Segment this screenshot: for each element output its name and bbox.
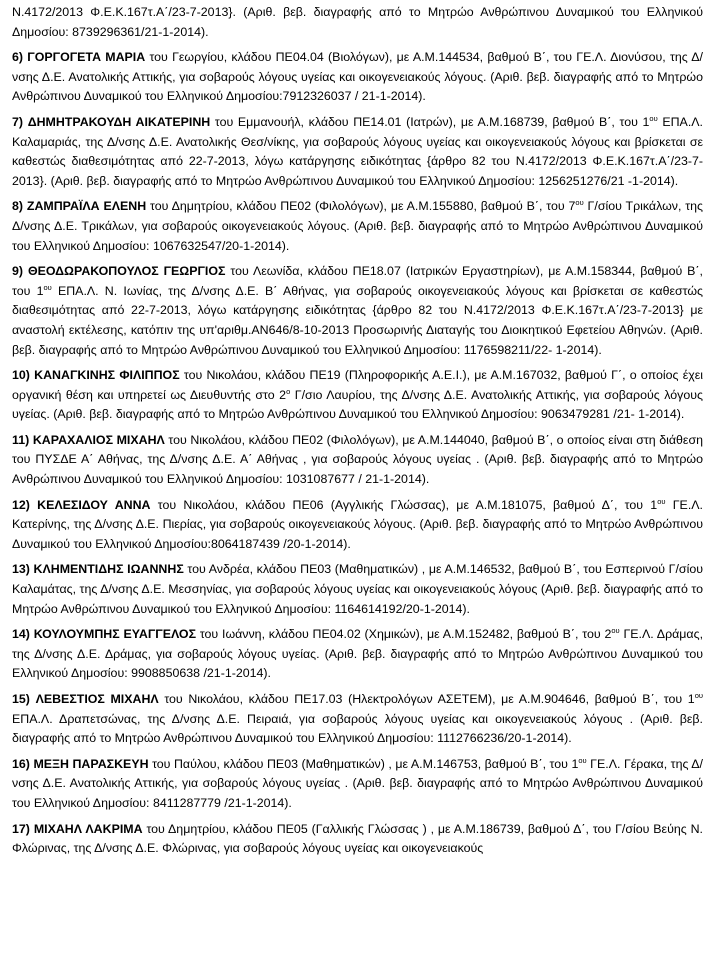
ordinal-suffix: ου bbox=[575, 198, 584, 208]
ordinal-suffix: ου bbox=[43, 282, 52, 292]
entry-paragraph bbox=[12, 496, 703, 555]
entry-text: ΓΕ.Λ. Δράμας, της Δ/νσης Δ.Ε. Δράμας, για σοβαρούς λόγους υγείας. (Αριθ. βεβ. διαγραφής από το Μητρώο Ανθρώπινου Δυναμικού του Ελληνικού Δημοσίου: 9908850638 /21-1-2014). bbox=[12, 627, 704, 681]
person-name: ΔΗΜΗΤΡΑΚΟΥΔΗ ΑΙΚΑΤΕΡΙΝΗ bbox=[27, 114, 211, 129]
entry-number: 16) bbox=[12, 756, 30, 771]
entries-list bbox=[12, 48, 703, 859]
entry-paragraph bbox=[12, 197, 703, 256]
entry-paragraph bbox=[12, 690, 703, 749]
entry-number: 17) bbox=[12, 821, 30, 836]
entry-text: του Νικολάου, κλάδου ΠΕ06 (Αγγλικής Γλώσσας), με Α.Μ.181075, βαθμού Δ΄, του 1 bbox=[150, 497, 658, 512]
entry-text: Γ/σιο Λαυρίου, της Δ/νσης Δ.Ε. Ανατολικής Αττικής, για σοβαρούς λόγους υγείας. (Αριθ. βεβ. διαγραφής από το Μητρώο Ανθρώπινου Δυναμικού του Ελληνικού Δημοσίου: 9063479281 /21- 1-2014). bbox=[12, 387, 703, 422]
person-name: ΘΕΟΔΩΡΑΚΟΠΟΥΛΟΣ ΓΕΩΡΓΙΟΣ bbox=[27, 264, 226, 279]
entry-text: ΓΕ.Λ. Γέρακα, της Δ/νσης Δ.Ε. Ανατολικής Αττικής, για σοβαρούς λόγους υγείας . (Αριθ. βεβ. διαγραφής από το Μητρώο Ανθρώπινου Δυναμικού του Ελληνικού Δημοσίου: 8411287779 /21-1-2014). bbox=[12, 756, 703, 810]
ordinal-suffix: ο bbox=[286, 386, 291, 396]
entry-number: 9) bbox=[12, 264, 24, 279]
entry-text: του Δημητρίου, κλάδου ΠΕ02 (Φιλολόγων), με Α.Μ.155880, βαθμού Β΄, του 7 bbox=[146, 199, 576, 214]
entry-paragraph bbox=[12, 262, 703, 360]
entry-text: Γ/σίου Τρικάλων, της Δ/νσης Δ.Ε. Τρικάλων, για σοβαρούς οικογενειακούς λόγους. (Αριθ. βεβ. διαγραφής από το Μητρώο Ανθρώπινου Δυναμικού του Ελληνικού Δημοσίου: 1067632547/20-1-2014). bbox=[12, 199, 704, 253]
entry-paragraph bbox=[12, 625, 703, 684]
entry-number: 10) bbox=[12, 368, 30, 383]
entry-text: του Νικολάου, κλάδου ΠΕ19 (Πληροφορικής Α.Ε.Ι.), με Α.Μ.167032, βαθμού Γ΄, ο οποίος έχει οργανική θέση και υπηρετεί ως Διευθυντής στο 2 bbox=[12, 368, 703, 402]
entry-text: του Νικολάου, κλάδου ΠΕ02 (Φιλολόγων), με Α.Μ.144040, βαθμού Β΄, ο οποίος είναι στη διάθεση του ΠΥΣΔΕ Α΄ Αθήνας, της Δ/νσης Δ.Ε. Α΄ Αθήνας , για σοβαρούς λόγους υγείας . (Αριθ. βεβ. διαγραφής από το Μητρώο Ανθρώπινου Δυναμικού του Ελληνικού Δημοσίου: 1031087677 / 21-1-2014). bbox=[12, 432, 703, 487]
ordinal-suffix: ου bbox=[611, 626, 620, 636]
entry-text: του Νικολάου, κλάδου ΠΕ17.03 (Ηλεκτρολόγων ΑΣΕΤΕΜ), με Α.Μ.904646, βαθμού Β΄, του 1 bbox=[158, 692, 695, 706]
person-name: ΜΙΧΑΗΛ ΛΑΚΡΙΜΑ bbox=[33, 821, 143, 836]
entry-paragraph bbox=[12, 366, 703, 425]
entry-paragraph bbox=[12, 48, 703, 107]
person-name: ΚΑΝΑΓΚΙΝΗΣ ΦΙΛΙΠΠΟΣ bbox=[34, 368, 180, 383]
entry-number: 14) bbox=[12, 627, 30, 642]
entry-text: του Λεωνίδα, κλάδου ΠΕ18.07 (Ιατρικών Εργαστηρίων), με Α.Μ.158344, βαθμού Β΄, του 1 bbox=[12, 264, 703, 298]
ordinal-suffix: ου bbox=[578, 755, 587, 765]
person-name: ΖΑΜΠΡΑΪΛΑ ΕΛΕΝΗ bbox=[26, 199, 147, 214]
person-name: ΛΕΒΕΣΤΙΟΣ ΜΙΧΑΗΛ bbox=[35, 692, 159, 706]
ordinal-suffix: ου bbox=[694, 690, 703, 700]
person-name: ΚΛΗΜΕΝΤΙΔΗΣ ΙΩΑΝΝΗΣ bbox=[33, 562, 184, 577]
entry-text: του Ιωάννη, κλάδου ΠΕ04.02 (Χημικών), με Α.Μ.152482, βαθμού Β΄, του 2 bbox=[196, 627, 612, 642]
entry-number: 8) bbox=[12, 199, 24, 214]
entry-number: 7) bbox=[12, 114, 24, 129]
entry-paragraph bbox=[12, 755, 703, 814]
entry-text: ΓΕ.Λ. Κατερίνης, της Δ/νσης Δ.Ε. Πιερίας, για σοβαρούς οικογενειακούς λόγους. (Αριθ. βεβ. διαγραφής από το Μητρώο Ανθρώπινου Δυναμικού του Ελληνικού Δημοσίου:8064187439 /20-1-2014). bbox=[12, 497, 703, 551]
entry-text: του Ανδρέα, κλάδου ΠΕ03 (Μαθηματικών) , με Α.Μ.146532, βαθμού Β΄, του Εσπερινού Γ/σίου Καλαμάτας, της Δ/νσης Δ.Ε. Μεσσηνίας, για σοβαρούς λόγους υγείας και οικογενειακούς λόγους (Αριθ. βεβ. διαγραφής από το Μητρώο Ανθρώπινου Δυναμικού του Ελληνικού Δημοσίου: 1164614192/20-1-2014). bbox=[12, 562, 703, 616]
entry-text: του Παύλου, κλάδου ΠΕ03 (Μαθηματικών) , με Α.Μ.146753, βαθμού Β΄, του 1 bbox=[148, 756, 579, 771]
continuation-paragraph: Ν.4172/2013 Φ.Ε.Κ.167τ.Α΄/23-7-2013}. (Αριθ. βεβ. διαγραφής από το Μητρώο Ανθρώπινου Δυναμικού του Ελληνικού Δημοσίου: 8739296361/21-1-2014). bbox=[12, 5, 703, 39]
person-name: ΚΑΡΑΧΑΛΙΟΣ ΜΙΧΑΗΛ bbox=[32, 432, 165, 447]
entry-paragraph bbox=[12, 113, 703, 191]
entry-text: ΕΠΑ.Λ. Δραπετσώνας, της Δ/νσης Δ.Ε. Πειραιά, για σοβαρούς λόγους υγείας και οικογενειακούς λόγους . (Αριθ. βεβ. διαγραφής από το Μητρώο Ανθρώπινου Δυναμικού του Ελληνικού Δημοσίου: 1112766236/20-1-2014). bbox=[12, 711, 703, 746]
entry-number: 15) bbox=[12, 692, 30, 706]
entry-number: 11) bbox=[12, 432, 30, 447]
entry-text: ΕΠΑ.Λ. Καλαμαριάς, της Δ/νσης Δ.Ε. Ανατολικής Θεσ/νίκης, για σοβαρούς λόγους υγείας και οικογενειακούς λόγους και βρίσκεται σε καθεστώς διαθεσιμότητας από 22-7-2013, λόγω κατάργησης ειδικότητας {άρθρο 82 του Ν.4172/2013 Φ.Ε.Κ.167τ.Α΄/23-7-2013}. (Αριθ. βεβ. διαγραφής από το Μητρώο Ανθρώπινου Δυναμικού του Ελληνικού Δημοσίου: 1256251276/21 -1-2014). bbox=[12, 114, 703, 188]
entry-text: του Γεωργίου, κλάδου ΠΕ04.04 (Βιολόγων), με Α.Μ.144534, βαθμού Β΄, του ΓΕ.Λ. Διονύσου, της Δ/νσης Δ.Ε. Ανατολικής Αττικής, για σοβαρούς λόγους υγείας και οικογενειακούς λόγους. (Αριθ. βεβ. διαγραφής από το Μητρώο Ανθρώπινου Δυναμικού του Ελληνικού Δημοσίου:7912326037 / 21-1-2014). bbox=[12, 50, 703, 104]
entry-paragraph bbox=[12, 560, 703, 619]
entry-text: του Εμμανουήλ, κλάδου ΠΕ14.01 (Ιατρών), με Α.Μ.168739, βαθμού Β΄, του 1 bbox=[210, 114, 650, 129]
person-name: ΚΟΥΛΟΥΜΠΗΣ ΕΥΑΓΓΕΛΟΣ bbox=[33, 627, 197, 642]
entry-text: ΕΠΑ.Λ. Ν. Ιωνίας, της Δ/νσης Δ.Ε. Β΄ Αθήνας, για σοβαρούς οικογενειακούς λόγους και βρίσκεται σε καθεστώς διαθεσιμότητας από 22-7-2013, λόγω κατάργησης ειδικότητας {άρθρο 82 του Ν.4172/2013 Φ.Ε.Κ.167τ.Α΄/23-7-2013} με αναστολή εκτέλεσης, κατόπιν της υπ'αριθμ.ΑΝ646/8-10-2013 Προσωρινής Διαταγής του Διοικητικού Εφετείου Αθηνών. (Αριθ. βεβ. διαγραφής από το Μητρώο Ανθρώπινου Δυναμικού του Ελληνικού Δημοσίου: 1176598211/22- 1-2014). bbox=[12, 283, 703, 357]
entry-paragraph bbox=[12, 431, 703, 490]
ordinal-suffix: ου bbox=[657, 496, 666, 506]
person-name: ΚΕΛΕΣΙΔΟΥ ΑΝΝΑ bbox=[37, 497, 151, 512]
entry-number: 6) bbox=[12, 50, 24, 65]
person-name: ΓΟΡΓΟΓΕΤΑ ΜΑΡΙΑ bbox=[27, 50, 146, 65]
person-name: ΜΕΞΗ ΠΑΡΑΣΚΕΥΗ bbox=[33, 756, 149, 771]
ordinal-suffix: ου bbox=[649, 113, 658, 123]
entry-number: 12) bbox=[12, 497, 30, 512]
entry-number: 13) bbox=[12, 562, 30, 577]
entry-text: του Δημητρίου, κλάδου ΠΕ05 (Γαλλικής Γλώσσας ) , με Α.Μ.186739, βαθμού Δ΄, του Γ/σίου Βεύης Ν. Φλώρινας, της Δ/νσης Δ.Ε. Φλώρινας, για σοβαρούς λόγους υγείας και οικογενειακούς bbox=[12, 821, 703, 856]
entry-paragraph bbox=[12, 820, 703, 859]
